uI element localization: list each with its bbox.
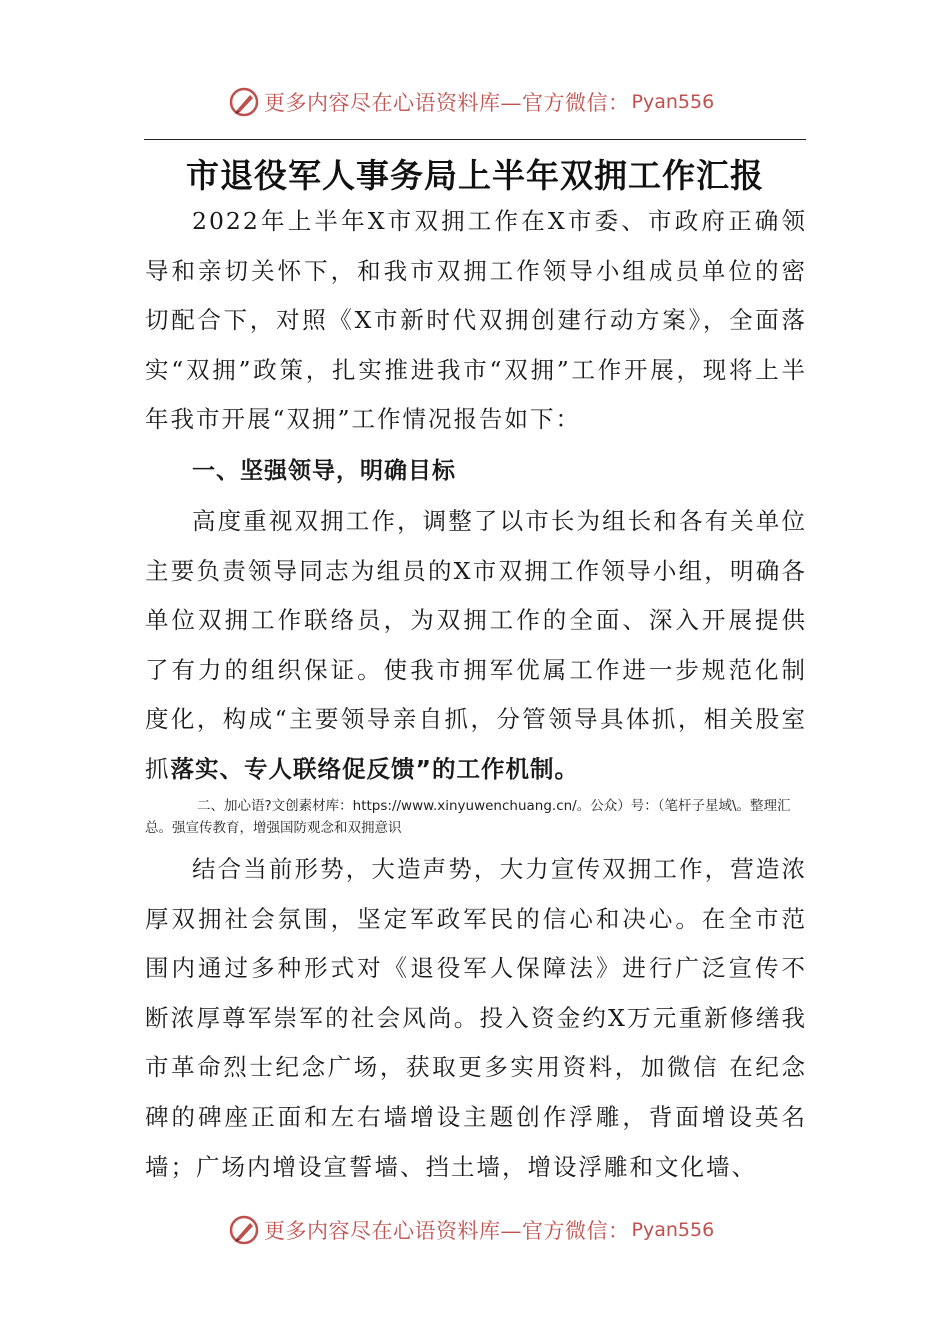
- header-watermark: [228, 82, 714, 122]
- watermark-text: 更多内容尽在心语资料库—官方微信：: [264, 1219, 630, 1243]
- section-1-heading: 一、坚强领导，明确目标: [192, 458, 456, 484]
- watermark-wechat-id: Pyan556: [631, 1219, 715, 1241]
- pen-logo-icon: [228, 86, 260, 118]
- section-2-paragraph: 结合当前形势，大造声势，大力宣传双拥工作，营造浓厚双拥社会氛围，坚定军政军民的信心和决心。在全市范围内通过多种形式对《退役军人保障法》进行广泛宣传不断浓厚尊军崇军的社会风尚。投入资金约X万元重新修缮我市革命烈士纪念广场，获取更多实用资料，加微信 在纪念碑的碑座正面和左右墙增设主题创作浮雕，背面增设英名墙；广场内增设宣誓墙、挡土墙，增设浮雕和文化墙、: [145, 855, 807, 1181]
- section-1-body-bold: 落实、专人联络促反馈”的工作机制。: [170, 754, 579, 783]
- section-1-body: 高度重视双拥工作，调整了以市长为组长和各有关单位主要负责领导同志为组员的X市双拥工作领导小组，明确各单位双拥工作联络员，为双拥工作的全面、深入开展提供了有力的组织保证。使我市拥军优属工作进一步规范化制度化，构成“主要领导亲自抓，分管领导具体抓，相关股室抓: [145, 507, 807, 783]
- section-2-heading: 二、加心语?文创素材库：https://www.xinyuwenchuang.cn/。公众）号：（笔杆子星域\。整理汇总。强宣传教育，增强国防观念和双拥意识: [145, 798, 791, 836]
- intro-paragraph: 2022年上半年X市双拥工作在X市委、市政府正确领导和亲切关怀下，和我市双拥工作领导小组成员单位的密切配合下，对照《X市新时代双拥创建行动方案》，全面落实“双拥”政策，扎实推进我市“双拥”工作开展，现将上半年我市开展“双拥”工作情况报告如下：: [145, 207, 807, 434]
- section-1-paragraph: [145, 497, 807, 795]
- pen-logo-icon: [228, 1214, 260, 1246]
- header-rule: [144, 139, 806, 140]
- document-title: 市退役军人事务局上半年双拥工作汇报: [186, 156, 764, 195]
- watermark-wechat-id: Pyan556: [631, 91, 715, 113]
- footer-watermark: [228, 1210, 714, 1250]
- watermark-text: 更多内容尽在心语资料库—官方微信：: [264, 91, 630, 115]
